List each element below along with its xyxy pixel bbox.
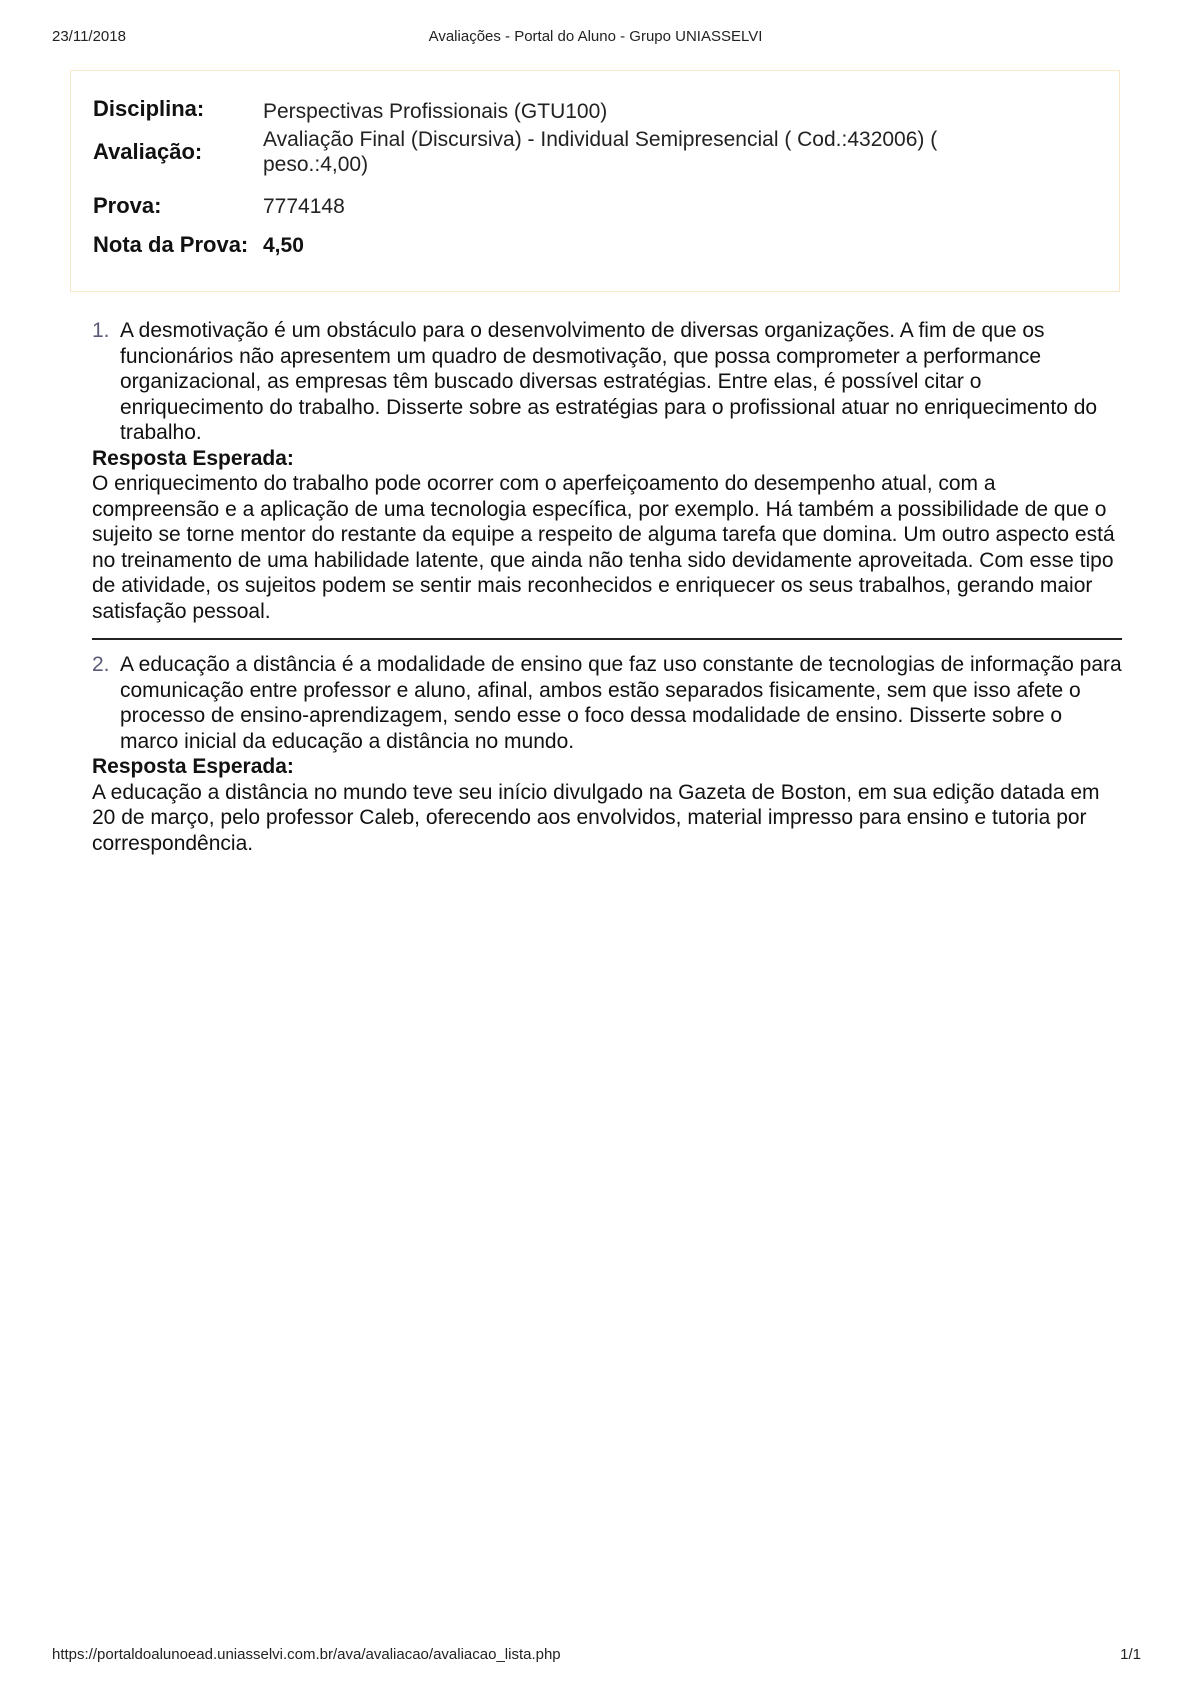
question-text: A desmotivação é um obstáculo para o desenvolvimento de diversas organizações. A fim de que os funcionários não apresentem um quadro de desmotivação, que possa comprometer a performance organizacional, as empresas têm buscado diversas estratégias. Entre elas, é possível citar o enriquecimento do trabalho. Disserte sobre as estratégias para o profissional atuar no enriquecimento do trabalho. — [120, 319, 1098, 444]
question-item — [92, 652, 1122, 856]
page-number: 1/1 — [1120, 1646, 1141, 1663]
questions-list — [92, 318, 1122, 856]
expected-answer-label: Resposta Esperada: — [92, 755, 294, 778]
exam-info-box — [70, 70, 1120, 292]
avaliacao-label: Avaliação: — [93, 139, 203, 164]
nota-value: 4,50 — [263, 233, 304, 257]
disciplina-value: Perspectivas Profissionais (GTU100) — [263, 100, 608, 123]
disciplina-label: Disciplina: — [93, 95, 205, 121]
nota-row — [93, 232, 1023, 258]
nota-label: Nota da Prova: — [93, 232, 249, 257]
document-title: Avaliações - Portal do Aluno - Grupo UNIASSELVI — [428, 28, 763, 45]
expected-answer-label: Resposta Esperada: — [92, 446, 294, 470]
question-text: A educação a distância é a modalidade de ensino que faz uso constante de tecnologias de informação para comunicação entre professor e aluno, afinal, ambos estão separados fisicamente, sem que isso afete o processo de ensino-aprendizagem, sendo esse o foco dessa modalidade de ensino. Disserte sobre o marco inicial da educação a distância no mundo. — [120, 653, 1122, 753]
question-number: 2. — [92, 653, 110, 676]
question-number: 1. — [92, 319, 110, 342]
page-url: https://portaldoalunoead.uniasselvi.com.br/ava/avaliacao/avaliacao_lista.php — [52, 1646, 561, 1663]
print-header — [0, 28, 1191, 52]
prova-label: Prova: — [93, 193, 162, 218]
avaliacao-row — [93, 127, 1023, 177]
print-date: 23/11/2018 — [52, 28, 126, 45]
prova-value: 7774148 — [263, 194, 345, 218]
prova-row — [93, 193, 1023, 219]
question-divider — [92, 638, 1122, 640]
question-statement — [92, 652, 1122, 754]
avaliacao-value: Avaliação Final (Discursiva) - Individual Semipresencial ( Cod.:432006) ( peso.:4,00) — [263, 128, 938, 176]
expected-answer-text: O enriquecimento do trabalho pode ocorrer com o aperfeiçoamento do desempenho atual, com a compreensão e a aplicação de uma tecnologia específica, por exemplo. Há também a possibilidade de que o sujeito se torne mentor do restante da equipe a respeito de alguma tarefa que domina. Um outro aspecto está no treinamento de uma habilidade latente, que ainda não tenha sido devidamente aproveitada. Com esse tipo de atividade, os sujeitos podem se sentir mais reconhecidos e enriquecer os seus trabalhos, gerando maior satisfação pessoal. — [92, 472, 1115, 623]
disciplina-row — [93, 93, 1023, 124]
question-item — [92, 318, 1122, 624]
expected-answer-text: A educação a distância no mundo teve seu início divulgado na Gazeta de Boston, em sua edição datada em 20 de março, pelo professor Caleb, oferecendo aos envolvidos, material impresso para ensino e tutoria por correspondência. — [92, 780, 1100, 855]
question-statement — [92, 318, 1122, 446]
